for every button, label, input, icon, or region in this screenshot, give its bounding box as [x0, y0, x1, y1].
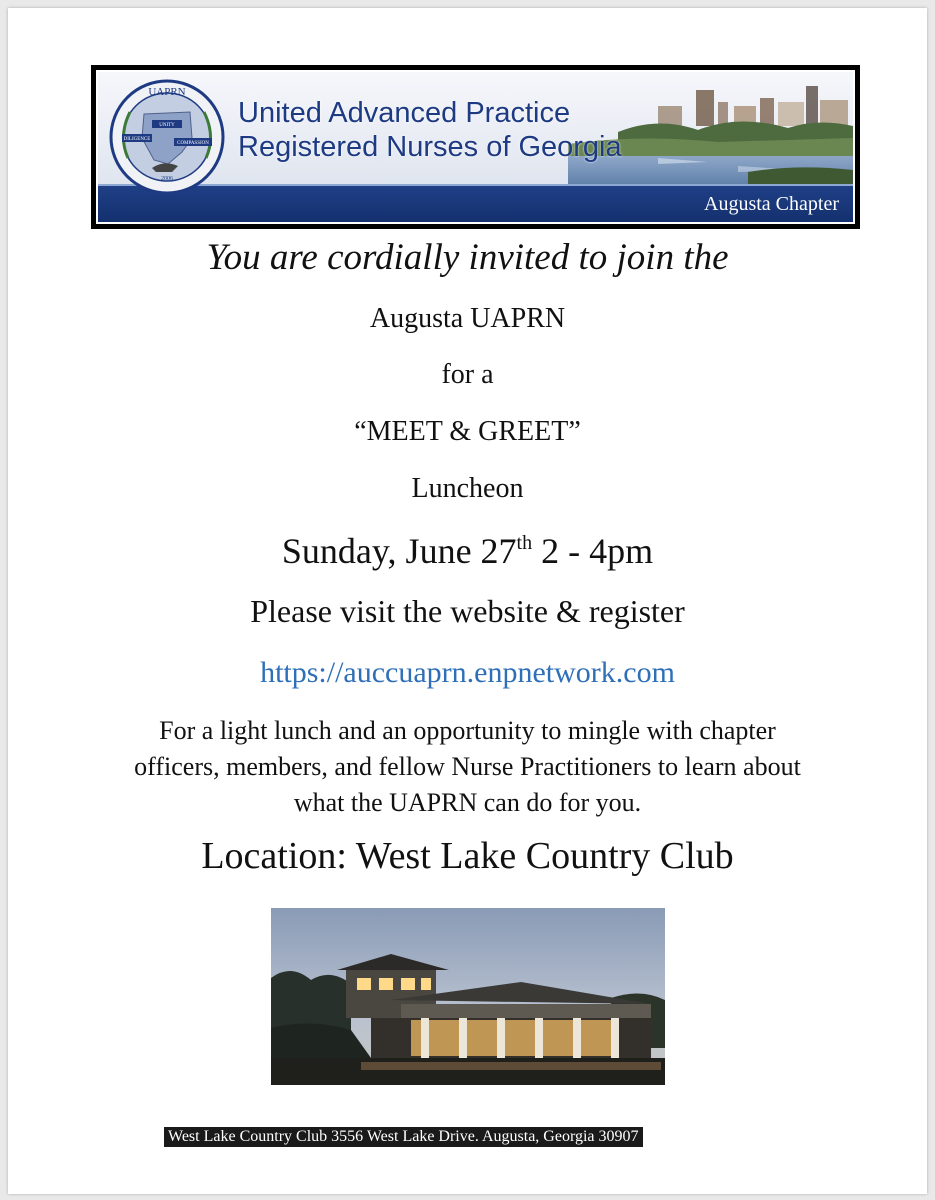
flyer-page — [8, 8, 927, 1194]
event-date-suffix: th — [516, 532, 533, 554]
event-date — [0, 530, 935, 572]
organization-title — [238, 96, 622, 164]
invitation-intro: You are cordially invited to join the — [206, 237, 729, 278]
event-time: 2 - 4pm — [532, 531, 654, 571]
seal-word-diligence: DILIGENCE — [123, 137, 151, 142]
organization-title-line2: Registered Nurses of Georgia — [238, 131, 622, 163]
organization-name: Augusta UAPRN — [369, 303, 566, 334]
description-line: officers, members, and fellow Nurse Practitioners to learn about — [134, 752, 801, 781]
seal-word-compassion: COMPASSION — [177, 141, 209, 146]
uaprn-seal-logo — [108, 78, 226, 196]
event-date-main: Sunday, June 27 — [281, 531, 517, 571]
seal-word-unity: UNITY — [159, 123, 175, 128]
address-caption: West Lake Country Club 3556 West Lake Drive. Augusta, Georgia 30907 — [164, 1127, 643, 1147]
seal-year: 2006 — [161, 176, 173, 182]
description-line: For a light lunch and an opportunity to mingle with chapter — [159, 716, 776, 745]
chapter-label: Augusta Chapter — [704, 193, 839, 215]
event-description — [0, 713, 935, 821]
header-banner-inner — [96, 70, 855, 224]
organization-title-line1: United Advanced Practice — [238, 97, 571, 129]
for-a-text: for a — [441, 359, 494, 390]
register-instruction: Please visit the website & register — [250, 593, 685, 629]
event-type: Luncheon — [411, 473, 524, 504]
description-line: what the UAPRN can do for you. — [293, 788, 642, 817]
header-banner — [91, 65, 860, 229]
registration-link[interactable]: https://auccuaprn.enpnetwork.com — [260, 656, 675, 689]
event-name: “MEET & GREET” — [354, 416, 581, 447]
seal-acronym: UAPRN — [148, 86, 186, 98]
event-location: Location: West Lake Country Club — [201, 835, 734, 877]
clubhouse-photo — [271, 908, 665, 1085]
